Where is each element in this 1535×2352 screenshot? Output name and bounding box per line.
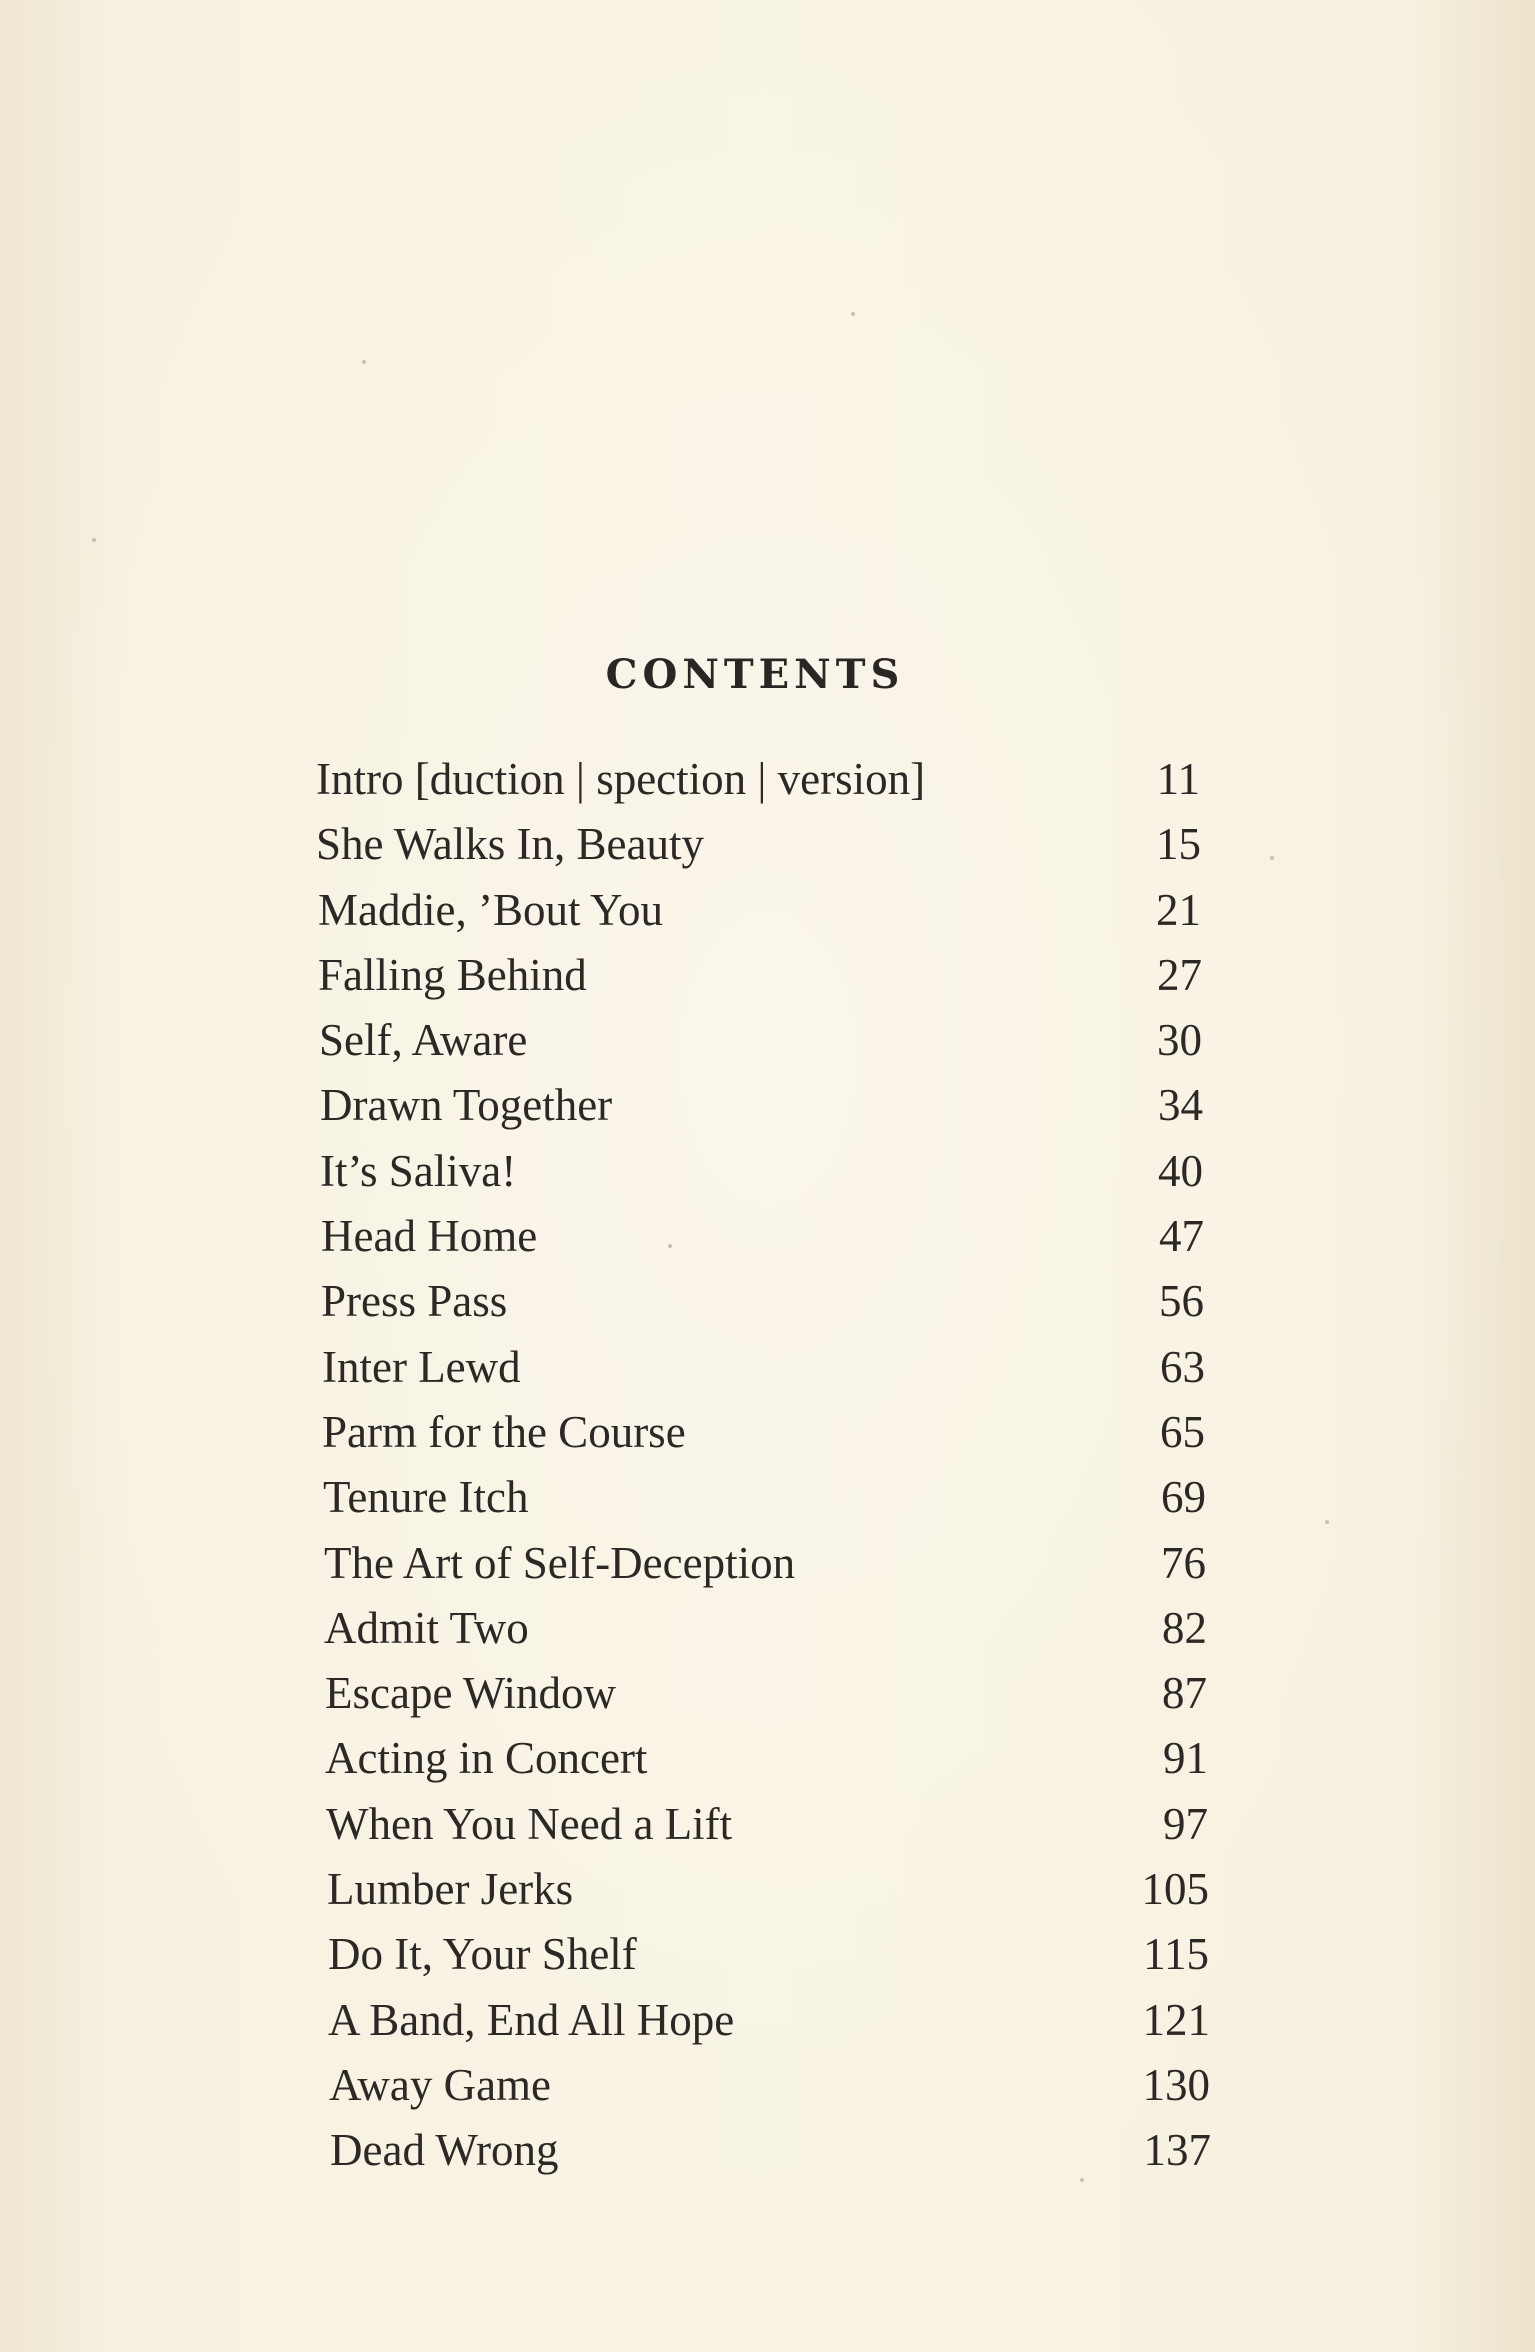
toc-entry-page-number: 115: [1143, 1929, 1209, 1980]
paper-speck: [92, 538, 96, 542]
toc-entry: [0, 2059, 1535, 2124]
table-of-contents: [0, 753, 1535, 2190]
paper-speck: [851, 312, 855, 316]
toc-entry-title: When You Need a Lift: [326, 1798, 733, 1849]
toc-entry-title: Intro [duction | spection | version]: [316, 754, 926, 804]
toc-entry: [0, 818, 1535, 883]
toc-entry-title: Self, Aware: [319, 1015, 528, 1066]
toc-entry: [0, 1014, 1535, 1079]
toc-entry-page-number: 82: [1162, 1602, 1207, 1653]
toc-entry-title: Admit Two: [324, 1602, 529, 1653]
toc-entry: [0, 884, 1535, 949]
toc-entry-page-number: 11: [1156, 754, 1200, 804]
paper-speck: [362, 360, 366, 364]
toc-entry-page-number: 87: [1162, 1668, 1207, 1719]
toc-entry-page-number: 130: [1142, 2059, 1210, 2110]
toc-entry: [0, 2124, 1535, 2189]
toc-entry: [0, 1602, 1535, 1667]
toc-entry-page-number: 137: [1143, 2125, 1211, 2176]
toc-entry-title: Away Game: [329, 2059, 552, 2110]
toc-entry-title: The Art of Self-Deception: [324, 1537, 796, 1588]
toc-entry: [0, 1732, 1535, 1797]
toc-entry-page-number: 105: [1141, 1864, 1209, 1915]
toc-entry-title: Lumber Jerks: [327, 1864, 574, 1915]
toc-entry-title: Drawn Together: [320, 1080, 613, 1131]
toc-entry-title: A Band, End All Hope: [328, 1994, 735, 2045]
toc-entry-page-number: 30: [1157, 1015, 1202, 1066]
toc-entry-page-number: 21: [1156, 884, 1201, 935]
toc-entry-title: Head Home: [321, 1211, 538, 1262]
toc-entry: [0, 753, 1535, 818]
toc-entry-title: Press Pass: [321, 1276, 508, 1327]
toc-entry-title: She Walks In, Beauty: [316, 819, 704, 870]
toc-entry: [0, 1994, 1535, 2059]
toc-entry-page-number: 27: [1157, 949, 1202, 1000]
toc-entry: [0, 1210, 1535, 1275]
toc-entry-title: Parm for the Course: [322, 1406, 686, 1457]
toc-entry: [0, 1341, 1535, 1406]
contents-heading: CONTENTS: [605, 650, 905, 698]
toc-entry-page-number: 47: [1159, 1211, 1204, 1262]
toc-entry-title: Falling Behind: [318, 949, 587, 1000]
toc-entry-title: Acting in Concert: [325, 1733, 648, 1784]
toc-entry: [0, 949, 1535, 1014]
toc-entry: [0, 1928, 1535, 1993]
toc-entry-title: Inter Lewd: [322, 1341, 521, 1392]
toc-entry-page-number: 56: [1159, 1276, 1204, 1327]
toc-entry-title: Tenure Itch: [323, 1472, 529, 1523]
toc-entry-title: Maddie, ’Bout You: [318, 884, 664, 935]
toc-entry-page-number: 91: [1163, 1733, 1208, 1784]
toc-entry: [0, 1406, 1535, 1471]
toc-entry: [0, 1079, 1535, 1144]
toc-entry: [0, 1863, 1535, 1928]
toc-entry: [0, 1145, 1535, 1210]
toc-entry-title: It’s Saliva!: [320, 1145, 517, 1196]
toc-entry-page-number: 63: [1160, 1341, 1205, 1392]
toc-entry-title: Do It, Your Shelf: [328, 1929, 637, 1980]
toc-entry: [0, 1798, 1535, 1863]
toc-entry-page-number: 97: [1163, 1798, 1208, 1849]
toc-entry-page-number: 34: [1158, 1080, 1203, 1131]
toc-entry-page-number: 69: [1161, 1472, 1206, 1523]
toc-entry: [0, 1667, 1535, 1732]
toc-entry-title: Dead Wrong: [330, 2125, 559, 2176]
toc-entry: [0, 1471, 1535, 1536]
toc-entry-page-number: 76: [1161, 1537, 1206, 1588]
toc-entry-page-number: 40: [1158, 1145, 1203, 1196]
toc-entry-page-number: 65: [1160, 1406, 1205, 1457]
toc-entry: [0, 1537, 1535, 1602]
toc-entry-page-number: 15: [1156, 819, 1201, 870]
toc-entry-page-number: 121: [1142, 1994, 1210, 2045]
toc-entry: [0, 1275, 1535, 1340]
toc-entry-title: Escape Window: [325, 1668, 617, 1719]
